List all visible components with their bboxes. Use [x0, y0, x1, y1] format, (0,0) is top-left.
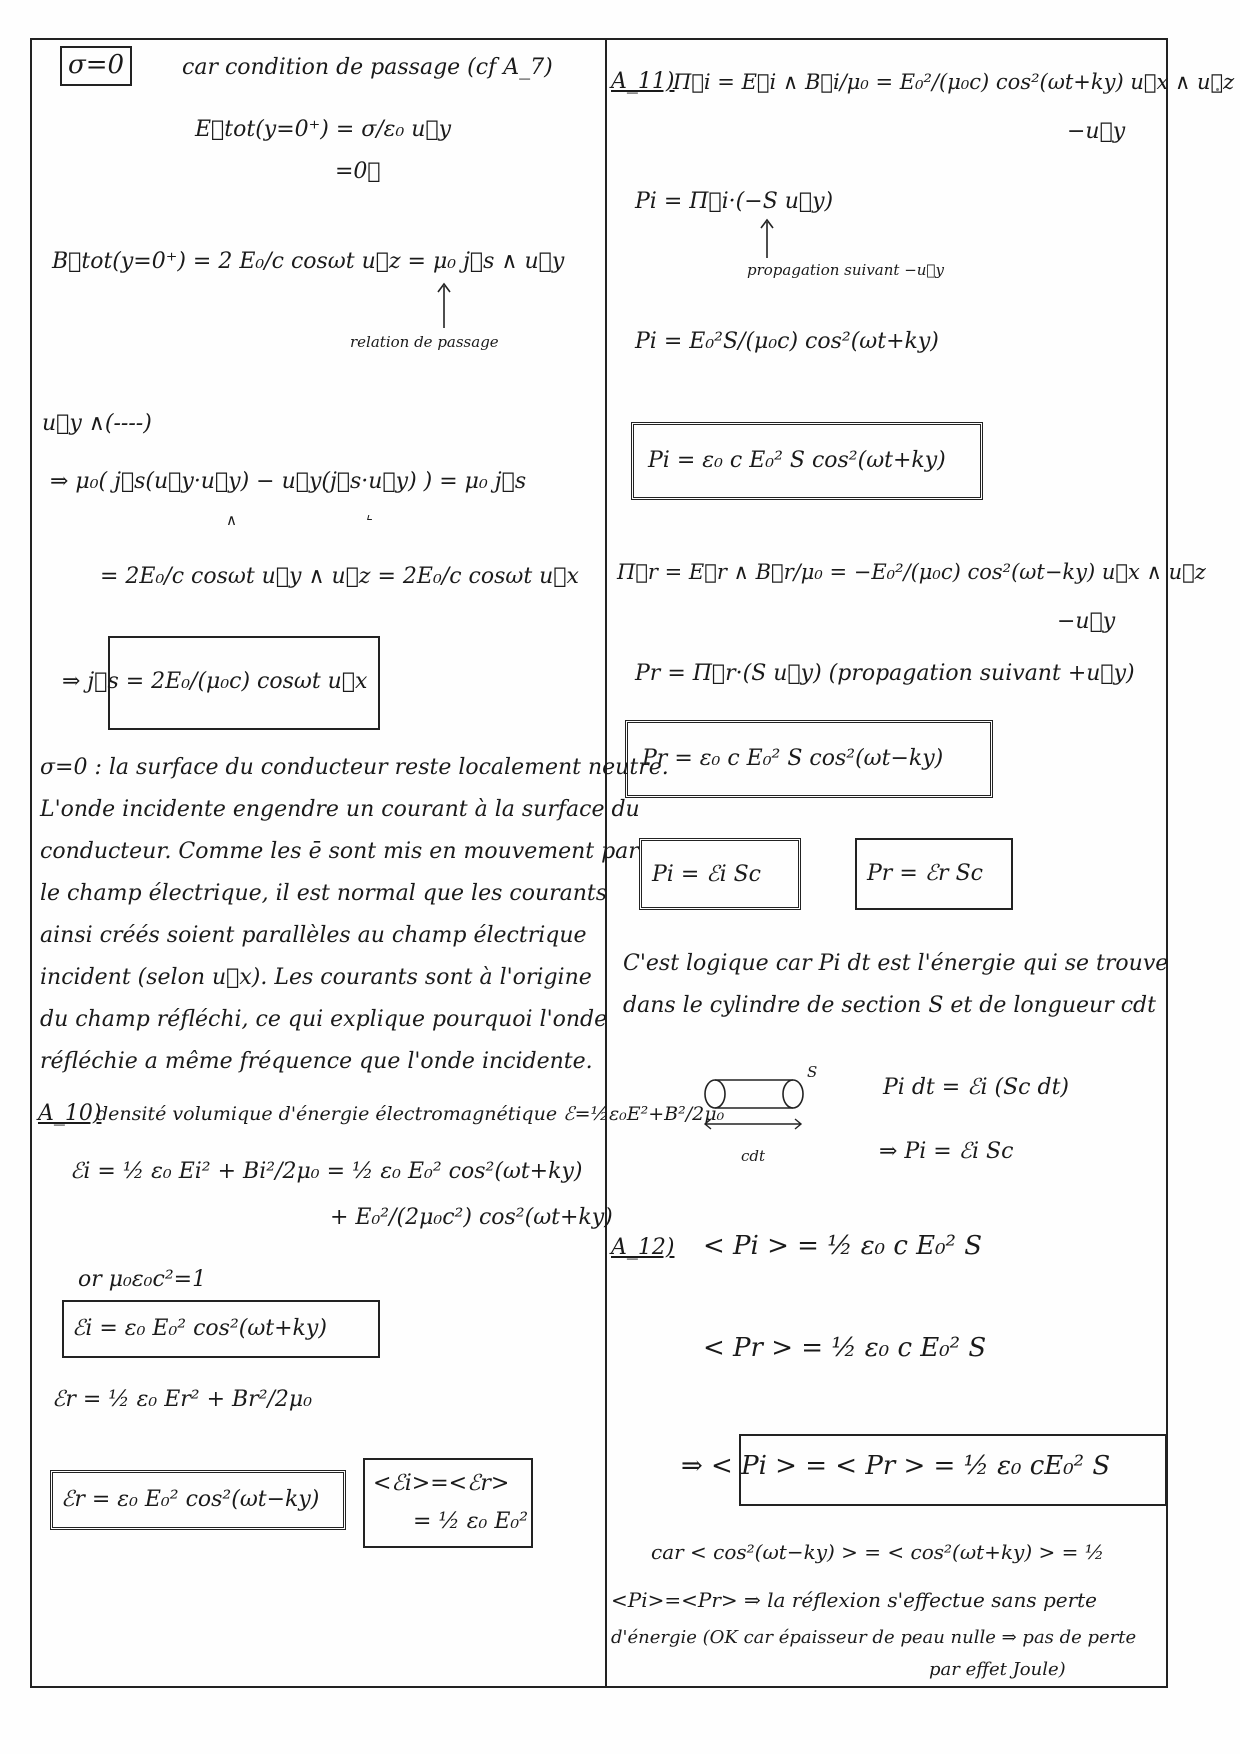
arrow-icon	[434, 280, 454, 330]
b-tot-equation: B⃗tot(y=0⁺) = 2 E₀/c cosωt u⃗z = μ₀ j⃗s ∧ u⃗y	[52, 249, 565, 274]
poynting-reflected-note: −u⃗y	[1057, 609, 1116, 634]
mu-expansion-mark: ∧	[226, 511, 237, 529]
pi-sc-result: Pi = ℰi Sc	[652, 862, 762, 887]
logic-line: dans le cylindre de section S et de longueur cdt	[623, 993, 1156, 1018]
section-a10-label: A_10)	[38, 1101, 102, 1126]
pr-result: Pr = ε₀ c E₀² S cos²(ωt−ky)	[642, 746, 944, 771]
avg-pi-equation: < Pi > = ½ ε₀ c E₀² S	[703, 1231, 983, 1261]
propagation-note: propagation suivant −u⃗y	[747, 261, 944, 279]
energy-average-value: = ½ ε₀ E₀²	[413, 1509, 529, 1534]
paragraph-line: ainsi créés soient parallèles au champ électrique	[40, 923, 587, 948]
e-tot-zero: =0⃗	[335, 159, 381, 184]
section-a12-label: A_12)	[611, 1235, 675, 1260]
pi-result-box	[631, 422, 983, 500]
er-result-box	[50, 1470, 346, 1530]
er-equation: ℰr = ½ ε₀ Er² + Br²/2μ₀	[52, 1387, 313, 1412]
sigma-box	[60, 46, 132, 86]
conclusion-line: par effet Joule)	[929, 1659, 1066, 1680]
pi-result: Pi = ε₀ c E₀² S cos²(ωt+ky)	[648, 448, 946, 473]
energy-average-box	[363, 1458, 533, 1548]
e-tot-equation: E⃗tot(y=0⁺) = σ/ε₀ u⃗y	[195, 117, 452, 142]
pi-sc-box	[639, 838, 801, 910]
sigma-reason: car condition de passage (cf A_7)	[182, 55, 553, 80]
paragraph-line: le champ électrique, il est normal que les courants	[40, 881, 608, 906]
poynting-incident: Π⃗i = E⃗i ∧ B⃗i/μ₀ = E₀²/(μ₀c) cos²(ωt+ky) u⃗x ∧ u⃗z	[673, 70, 1235, 94]
paragraph-line: σ=0 : la surface du conducteur reste localement neutre.	[40, 755, 669, 780]
ei-result: ℰi = ε₀ E₀² cos²(ωt+ky)	[72, 1316, 327, 1341]
conclusion-line: <Pi>=<Pr> ⇒ la réflexion s'effectue sans perte	[611, 1588, 1098, 1612]
mu-expansion-mark: ⌞	[366, 505, 374, 523]
pi-sc-equation: ⇒ Pi = ℰi Sc	[879, 1139, 1014, 1164]
right-column	[607, 38, 1235, 1688]
pr-sc-result: Pr = ℰr Sc	[867, 861, 983, 886]
cos-average-note: car < cos²(ωt−ky) > = < cos²(ωt+ky) > = ½	[651, 1540, 1105, 1564]
avg-pr-equation: < Pr > = ½ ε₀ c E₀² S	[703, 1333, 987, 1363]
cross-product-result: = 2E₀/c cosωt u⃗y ∧ u⃗z = 2E₀/c cosωt u⃗x	[100, 564, 579, 589]
pr-result-box	[625, 720, 993, 798]
or-note: or μ₀ε₀c²=1	[78, 1267, 207, 1292]
section-a10-title: densité volumique d'énergie électromagnétique ℰ=½ε₀E²+B²/2μ₀	[96, 1103, 725, 1125]
paragraph-line: incident (selon u⃗x). Les courants sont à l'origine	[40, 965, 592, 990]
pr-sc-box	[855, 838, 1013, 910]
cylinder-length-label: cdt	[741, 1147, 766, 1165]
arrow-icon	[757, 216, 777, 260]
relation-de-passage-note: relation de passage	[350, 333, 499, 351]
ei-result-box	[62, 1300, 380, 1358]
uy-cross-expression: u⃗y ∧(----)	[42, 411, 152, 436]
poynting-reflected: Π⃗r = E⃗r ∧ B⃗r/μ₀ = −E₀²/(μ₀c) cos²(ωt−ky) u⃗x ∧ u⃗z	[617, 560, 1206, 584]
logic-line: C'est logique car Pi dt est l'énergie qui se trouve	[623, 951, 1169, 976]
paragraph-line: L'onde incidente engendre un courant à la surface du	[40, 797, 640, 822]
er-result: ℰr = ε₀ E₀² cos²(ωt−ky)	[61, 1487, 320, 1512]
sigma-box-text: σ=0	[68, 50, 125, 80]
paragraph-line: conducteur. Comme les ē sont mis en mouvement par	[40, 839, 639, 864]
avg-result: ⇒ < Pi > = < Pr > = ½ ε₀ cE₀² S	[681, 1451, 1111, 1481]
energy-average-line: <ℰi>=<ℰr>	[373, 1471, 510, 1496]
js-result: ⇒ j⃗s = 2E₀/(μ₀c) cosωt u⃗x	[62, 669, 368, 694]
ei-equation: ℰi = ½ ε₀ Ei² + Bi²/2μ₀ = ½ ε₀ E₀² cos²(ωt+ky)	[70, 1159, 583, 1184]
paragraph-line: du champ réfléchi, ce qui explique pourquoi l'onde	[40, 1007, 608, 1032]
poynting-incident-note: −u⃗y	[1067, 119, 1126, 144]
cylinder-icon	[701, 1068, 817, 1138]
conclusion-line: d'énergie (OK car épaisseur de peau nulle ⇒ pas de perte	[611, 1627, 1137, 1648]
pi-definition: Pi = Π⃗i·(−S u⃗y)	[635, 189, 834, 214]
pidt-equation: Pi dt = ℰi (Sc dt)	[883, 1075, 1070, 1100]
mu-expansion-line: ⇒ μ₀( j⃗s(u⃗y·u⃗y) − u⃗y(j⃗s·u⃗y) ) = μ₀ j⃗s	[50, 469, 527, 494]
cylinder-section-label: S	[807, 1063, 818, 1081]
paragraph-line: réfléchie a même fréquence que l'onde incidente.	[40, 1049, 593, 1074]
pr-definition: Pr = Π⃗r·(S u⃗y) (propagation suivant +u⃗y)	[635, 661, 1135, 686]
ei-equation-continued: + E₀²/(2μ₀c²) cos²(ωt+ky)	[330, 1205, 613, 1230]
pi-equation: Pi = E₀²S/(μ₀c) cos²(ωt+ky)	[635, 329, 939, 354]
section-a11-label: A_11)	[611, 69, 675, 94]
